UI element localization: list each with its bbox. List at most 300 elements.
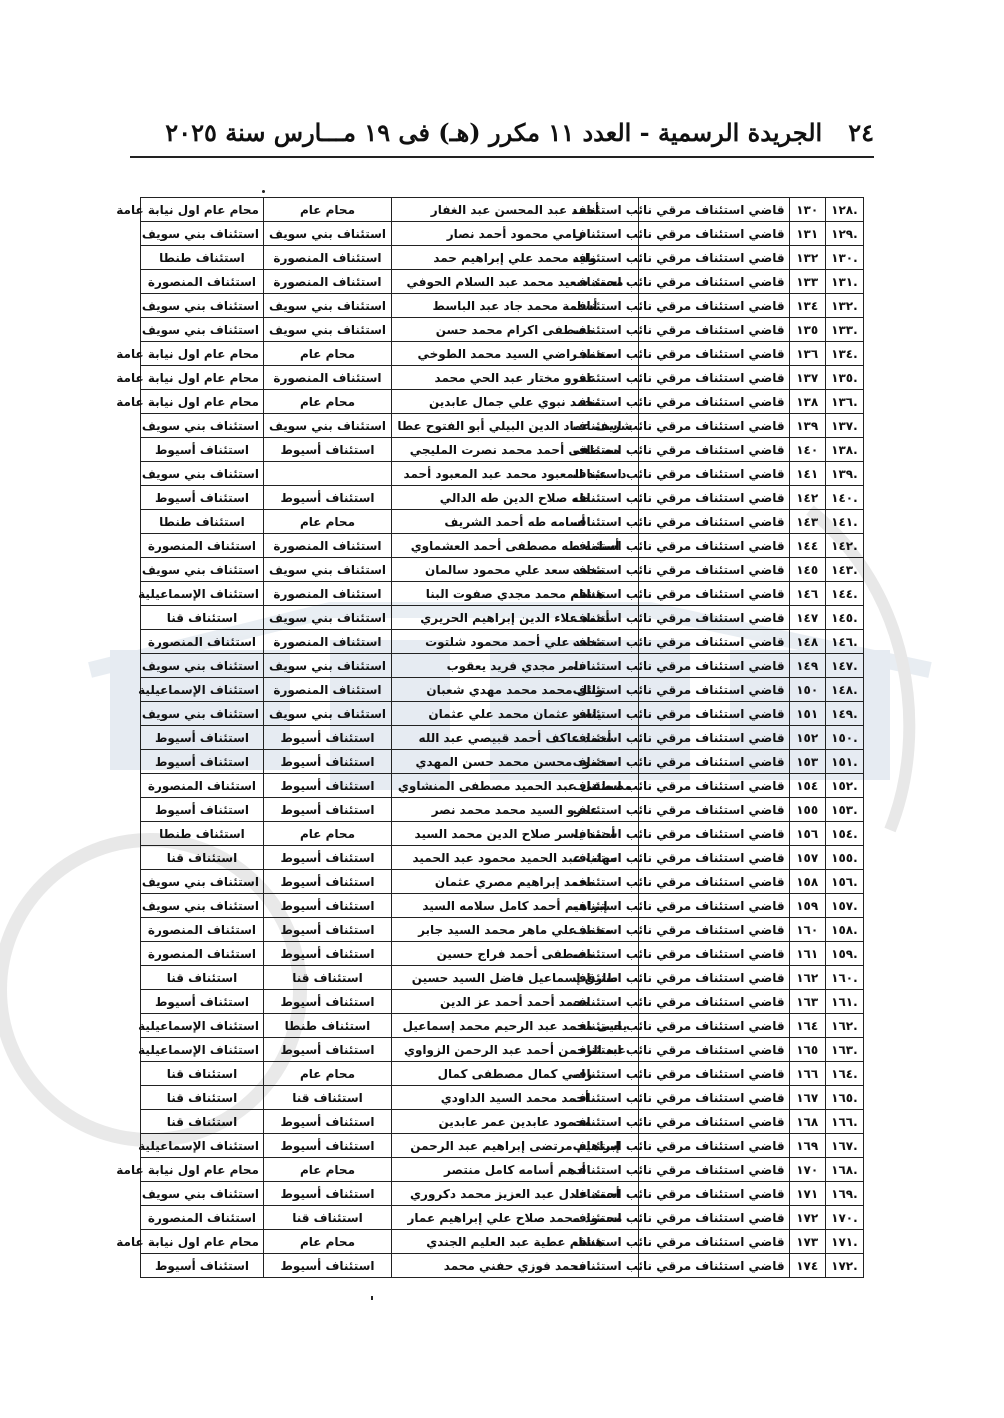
sequence-cell: ١٦٠ — [789, 918, 825, 942]
table-row — [141, 798, 864, 822]
new-post-cell: استئناف المنصورة — [141, 1206, 264, 1230]
name-cell: أسامة محمد جاد عبد الباسط — [392, 294, 639, 318]
table-row — [141, 366, 864, 390]
new-post-cell: استئناف بني سويف — [141, 414, 264, 438]
name-cell: أحمد محمد السيد الداودي — [392, 1086, 639, 1110]
name-cell: محمد علي أحمد محمود شلتوت — [392, 630, 639, 654]
current-post-cell: استئناف أسيوط — [263, 990, 391, 1014]
row-number-cell: .١٣٩ — [825, 462, 863, 486]
table-row — [141, 774, 864, 798]
sequence-cell: ١٥٧ — [789, 846, 825, 870]
name-cell: أحمد عبد المحسن عبد الغفار — [392, 198, 639, 222]
sequence-cell: ١٤٣ — [789, 510, 825, 534]
sequence-cell: ١٤١ — [789, 462, 825, 486]
job-title-cell: قاضي استئناف مرقي نائب استئناف — [638, 1110, 789, 1134]
new-post-cell: استئناف أسيوط — [141, 990, 264, 1014]
sequence-cell: ١٤٤ — [789, 534, 825, 558]
sequence-cell: ١٤٢ — [789, 486, 825, 510]
row-number-cell: .١٦٣ — [825, 1038, 863, 1062]
new-post-cell: استئناف بني سويف — [141, 318, 264, 342]
new-post-cell: استئناف الإسماعيلية — [141, 1014, 264, 1038]
sequence-cell: ١٥٤ — [789, 774, 825, 798]
new-post-cell: استئناف المنصورة — [141, 630, 264, 654]
sequence-cell: ١٤٨ — [789, 630, 825, 654]
sequence-cell: ١٣١ — [789, 222, 825, 246]
table-row — [141, 702, 864, 726]
table-row — [141, 654, 864, 678]
name-cell: مصطفى أحمد محمد نصرت المليجي — [392, 438, 639, 462]
current-post-cell: استئناف أسيوط — [263, 1038, 391, 1062]
table-row — [141, 678, 864, 702]
current-post-cell: محام عام — [263, 1230, 391, 1254]
row-number-cell: .١٦٢ — [825, 1014, 863, 1038]
table-row — [141, 438, 864, 462]
new-post-cell: استئناف قنا — [141, 1110, 264, 1134]
gazette-title: الجريدة الرسمية - العدد ١١ مكرر (هـ) فى ١٩ مـــارس سنة ٢٠٢٥ — [165, 117, 823, 147]
current-post-cell: محام عام — [263, 510, 391, 534]
row-number-cell: .١٣٣ — [825, 318, 863, 342]
new-post-cell: استئناف طنطا — [141, 822, 264, 846]
current-post-cell: استئناف بني سويف — [263, 414, 391, 438]
current-post-cell: استئناف المنصورة — [263, 678, 391, 702]
table-row — [141, 414, 864, 438]
name-cell: محمد سعيد محمد عبد السلام الحوفي — [392, 270, 639, 294]
job-title-cell: قاضي استئناف مرقي نائب استئناف — [638, 294, 789, 318]
job-title-cell: قاضي استئناف مرقي نائب استئناف — [638, 1086, 789, 1110]
row-number-cell: .١٣٥ — [825, 366, 863, 390]
new-post-cell: محام عام اول نيابة عامة — [141, 1230, 264, 1254]
table-row — [141, 486, 864, 510]
job-title-cell: قاضي استئناف مرقي نائب استئناف — [638, 750, 789, 774]
row-number-cell: .١٦٨ — [825, 1158, 863, 1182]
row-number-cell: .١٢٩ — [825, 222, 863, 246]
new-post-cell: استئناف أسيوط — [141, 1254, 264, 1278]
current-post-cell: استئناف بني سويف — [263, 654, 391, 678]
job-title-cell: قاضي استئناف مرقي نائب استئناف — [638, 270, 789, 294]
row-number-cell: .١٤٩ — [825, 702, 863, 726]
job-title-cell: قاضي استئناف مرقي نائب استئناف — [638, 318, 789, 342]
name-cell: عمرو السيد محمد محمد نصر — [392, 798, 639, 822]
name-cell: طه صلاح الدين طه الدالي — [392, 486, 639, 510]
row-number-cell: .١٣٦ — [825, 390, 863, 414]
sequence-cell: ١٦٩ — [789, 1134, 825, 1158]
current-post-cell: محام عام — [263, 822, 391, 846]
name-cell: يحيى محمد عبد الرحيم محمد إسماعيل — [392, 1014, 639, 1038]
sequence-cell: ١٥١ — [789, 702, 825, 726]
current-post-cell: استئناف أسيوط — [263, 1134, 391, 1158]
current-post-cell: محام عام — [263, 1062, 391, 1086]
job-title-cell: قاضي استئناف مرقي نائب استئناف — [638, 678, 789, 702]
table-row — [141, 1038, 864, 1062]
name-cell: مهاب عبد الحميد محمود عبد الحميد — [392, 846, 639, 870]
table-row — [141, 870, 864, 894]
job-title-cell: قاضي استئناف مرقي نائب استئناف — [638, 246, 789, 270]
sequence-cell: ١٤٦ — [789, 582, 825, 606]
name-cell: وائل محمد محمد مهدي شعبان — [392, 678, 639, 702]
sequence-cell: ١٦٨ — [789, 1110, 825, 1134]
current-post-cell: محام عام — [263, 390, 391, 414]
row-number-cell: .١٣٠ — [825, 246, 863, 270]
job-title-cell: قاضي استئناف مرقي نائب استئناف — [638, 582, 789, 606]
row-number-cell: .١٤٨ — [825, 678, 863, 702]
row-number-cell: .١٣٨ — [825, 438, 863, 462]
row-number-cell: .١٦٩ — [825, 1182, 863, 1206]
new-post-cell: استئناف أسيوط — [141, 798, 264, 822]
name-cell: وليد محمد علي إبراهيم حمد — [392, 246, 639, 270]
row-number-cell: .١٥٦ — [825, 870, 863, 894]
name-cell: مصطفى أحمد فراج حسين — [392, 942, 639, 966]
sequence-cell: ١٣٥ — [789, 318, 825, 342]
job-title-cell: قاضي استئناف مرقي نائب استئناف — [638, 870, 789, 894]
current-post-cell: استئناف أسيوط — [263, 1254, 391, 1278]
job-title-cell: قاضي استئناف مرقي نائب استئناف — [638, 366, 789, 390]
current-post-cell: استئناف المنصورة — [263, 366, 391, 390]
job-title-cell: قاضي استئناف مرقي نائب استئناف — [638, 486, 789, 510]
new-post-cell: استئناف أسيوط — [141, 750, 264, 774]
row-number-cell: .١٦٧ — [825, 1134, 863, 1158]
table-row — [141, 1182, 864, 1206]
table-row — [141, 462, 864, 486]
job-title-cell: قاضي استئناف مرقي نائب استئناف — [638, 606, 789, 630]
job-title-cell: قاضي استئناف مرقي نائب استئناف — [638, 1182, 789, 1206]
job-title-cell: قاضي استئناف مرقي نائب استئناف — [638, 198, 789, 222]
new-post-cell: استئناف أسيوط — [141, 726, 264, 750]
table-row — [141, 582, 864, 606]
row-number-cell: .١٦٤ — [825, 1062, 863, 1086]
sequence-cell: ١٤٧ — [789, 606, 825, 630]
sequence-cell: ١٥٠ — [789, 678, 825, 702]
table-row — [141, 1230, 864, 1254]
new-post-cell: استئناف المنصورة — [141, 918, 264, 942]
new-post-cell: استئناف قنا — [141, 1062, 264, 1086]
row-number-cell: .١٤٠ — [825, 486, 863, 510]
current-post-cell: استئناف قنا — [263, 1086, 391, 1110]
job-title-cell: قاضي استئناف مرقي نائب استئناف — [638, 1254, 789, 1278]
name-cell: أحمد عاكف أحمد قبيصي عبد الله — [392, 726, 639, 750]
name-cell: محمد فوزي حفني محمد — [392, 1254, 639, 1278]
sequence-cell: ١٦١ — [789, 942, 825, 966]
sequence-cell: ١٥٣ — [789, 750, 825, 774]
job-title-cell: قاضي استئناف مرقي نائب استئناف — [638, 1014, 789, 1038]
current-post-cell: استئناف أسيوط — [263, 918, 391, 942]
current-post-cell: استئناف أسيوط — [263, 894, 391, 918]
row-number-cell: .١٤٥ — [825, 606, 863, 630]
page-number: ٢٤ — [848, 117, 874, 147]
job-title-cell: قاضي استئناف مرقي نائب استئناف — [638, 990, 789, 1014]
job-title-cell: قاضي استئناف مرقي نائب استئناف — [638, 894, 789, 918]
row-number-cell: .١٥١ — [825, 750, 863, 774]
sequence-cell: ١٧٤ — [789, 1254, 825, 1278]
current-post-cell: استئناف بني سويف — [263, 294, 391, 318]
name-cell: مصطفى عبد الحميد مصطفى المنشاوي — [392, 774, 639, 798]
job-title-cell: قاضي استئناف مرقي نائب استئناف — [638, 654, 789, 678]
new-post-cell: محام عام اول نيابة عامة — [141, 198, 264, 222]
row-number-cell: .١٥٩ — [825, 942, 863, 966]
sequence-cell: ١٣٦ — [789, 342, 825, 366]
name-cell: شريف عماد الدين البيلي أبو الفتوح عطا — [392, 414, 639, 438]
sequence-cell: ١٧١ — [789, 1182, 825, 1206]
current-post-cell: استئناف أسيوط — [263, 486, 391, 510]
table-row — [141, 294, 864, 318]
sequence-cell: ١٦٦ — [789, 1062, 825, 1086]
sequence-cell: ١٣٧ — [789, 366, 825, 390]
name-cell: محمد أحمد أحمد عز الدين — [392, 990, 639, 1014]
appointments-table — [116, 197, 864, 1278]
current-post-cell: استئناف المنصورة — [263, 270, 391, 294]
current-post-cell: محام عام — [263, 1158, 391, 1182]
current-post-cell: استئناف بني سويف — [263, 558, 391, 582]
row-number-cell: .١٥٢ — [825, 774, 863, 798]
table-row — [141, 630, 864, 654]
name-cell: محمد راضي السيد محمد الطوخي — [392, 342, 639, 366]
row-number-cell: .١٤٢ — [825, 534, 863, 558]
sequence-cell: ١٣٩ — [789, 414, 825, 438]
row-number-cell: .١٥٣ — [825, 798, 863, 822]
new-post-cell: محام عام اول نيابة عامة — [141, 1158, 264, 1182]
name-cell: أسامه طه أحمد الشريف — [392, 510, 639, 534]
sequence-cell: ١٥٩ — [789, 894, 825, 918]
table-row — [141, 990, 864, 1014]
row-number-cell: .١٣٤ — [825, 342, 863, 366]
new-post-cell: استئناف أسيوط — [141, 486, 264, 510]
sequence-cell: ١٤٠ — [789, 438, 825, 462]
sequence-cell: ١٣٢ — [789, 246, 825, 270]
job-title-cell: قاضي استئناف مرقي نائب استئناف — [638, 822, 789, 846]
new-post-cell: محام عام اول نيابة عامة — [141, 366, 264, 390]
name-cell: محمد علي ماهر محمد السيد جابر — [392, 918, 639, 942]
new-post-cell: محام عام اول نيابة عامة — [141, 342, 264, 366]
current-post-cell: استئناف أسيوط — [263, 942, 391, 966]
job-title-cell: قاضي استئناف مرقي نائب استئناف — [638, 558, 789, 582]
current-post-cell: محام عام — [263, 198, 391, 222]
current-post-cell: استئناف أسيوط — [263, 798, 391, 822]
appointments-table-body — [116, 198, 864, 1278]
name-cell: إبراهيم مرتضى إبراهيم عبد الرحمن — [392, 1134, 639, 1158]
sequence-cell: ١٥٦ — [789, 822, 825, 846]
current-post-cell: استئناف طنطا — [263, 1014, 391, 1038]
job-title-cell: قاضي استئناف مرقي نائب استئناف — [638, 414, 789, 438]
name-cell: محمود محمد صلاح علي إبراهيم عمار — [392, 1206, 639, 1230]
table-row — [141, 822, 864, 846]
name-cell: طارق إسماعيل فاضل السيد حسين — [392, 966, 639, 990]
new-post-cell: استئناف بني سويف — [141, 702, 264, 726]
job-title-cell: قاضي استئناف مرقي نائب استئناف — [638, 918, 789, 942]
table-row — [141, 246, 864, 270]
job-title-cell: قاضي استئناف مرقي نائب استئناف — [638, 1158, 789, 1182]
sequence-cell: ١٦٤ — [789, 1014, 825, 1038]
name-cell: محمد سعد علي محمود سالمان — [392, 558, 639, 582]
table-row — [141, 534, 864, 558]
name-cell: ياسر عثمان محمد علي عثمان — [392, 702, 639, 726]
current-post-cell: استئناف بني سويف — [263, 318, 391, 342]
table-row — [141, 342, 864, 366]
table-row — [141, 510, 864, 534]
table-row — [141, 270, 864, 294]
row-number-cell: .١٤٧ — [825, 654, 863, 678]
sequence-cell: ١٦٣ — [789, 990, 825, 1014]
name-cell: عمرو مختار عبد الحي محمد — [392, 366, 639, 390]
table-row — [141, 1110, 864, 1134]
row-number-cell: .١٦١ — [825, 990, 863, 1014]
job-title-cell: قاضي استئناف مرقي نائب استئناف — [638, 942, 789, 966]
row-number-cell: .١٤٤ — [825, 582, 863, 606]
table-row — [141, 942, 864, 966]
table-row — [141, 1206, 864, 1230]
name-cell: أسامه طه مصطفى أحمد العشماوي — [392, 534, 639, 558]
name-cell: أدهم أسامه كامل منتصر — [392, 1158, 639, 1182]
current-post-cell: استئناف أسيوط — [263, 846, 391, 870]
sequence-cell: ١٦٥ — [789, 1038, 825, 1062]
current-post-cell: استئناف أسيوط — [263, 1182, 391, 1206]
current-post-cell: استئناف قنا — [263, 1206, 391, 1230]
row-number-cell: .١٧١ — [825, 1230, 863, 1254]
sequence-cell: ١٣٠ — [789, 198, 825, 222]
table-row — [141, 558, 864, 582]
new-post-cell: استئناف بني سويف — [141, 222, 264, 246]
job-title-cell: قاضي استئناف مرقي نائب استئناف — [638, 846, 789, 870]
table-row — [141, 1014, 864, 1038]
new-post-cell: استئناف المنصورة — [141, 534, 264, 558]
job-title-cell: قاضي استئناف مرقي نائب استئناف — [638, 702, 789, 726]
table-row — [141, 1254, 864, 1278]
sequence-cell: ١٤٩ — [789, 654, 825, 678]
current-post-cell: استئناف المنصورة — [263, 582, 391, 606]
table-row — [141, 1158, 864, 1182]
table-row — [141, 390, 864, 414]
current-post-cell: استئناف أسيوط — [263, 726, 391, 750]
new-post-cell: استئناف بني سويف — [141, 558, 264, 582]
table-row — [141, 318, 864, 342]
name-cell: تامر مجدي فريد يعقوب — [392, 654, 639, 678]
table-row — [141, 966, 864, 990]
name-cell: محمد نبوي علي جمال عابدين — [392, 390, 639, 414]
sequence-cell: ١٥٨ — [789, 870, 825, 894]
table-row — [141, 918, 864, 942]
table-row — [141, 726, 864, 750]
sequence-cell: ١٧٣ — [789, 1230, 825, 1254]
job-title-cell: قاضي استئناف مرقي نائب استئناف — [638, 222, 789, 246]
page-header — [130, 112, 874, 152]
new-post-cell: استئناف بني سويف — [141, 654, 264, 678]
new-post-cell: استئناف قنا — [141, 1086, 264, 1110]
new-post-cell: استئناف الإسماعيلية — [141, 1134, 264, 1158]
sequence-cell: ١٦٧ — [789, 1086, 825, 1110]
job-title-cell: قاضي استئناف مرقي نائب استئناف — [638, 1038, 789, 1062]
ink-dot — [262, 190, 265, 193]
row-number-cell: .١٦٦ — [825, 1110, 863, 1134]
job-title-cell: قاضي استئناف مرقي نائب استئناف — [638, 510, 789, 534]
row-number-cell: .١٤٦ — [825, 630, 863, 654]
job-title-cell: قاضي استئناف مرقي نائب استئناف — [638, 1062, 789, 1086]
current-post-cell: استئناف أسيوط — [263, 1110, 391, 1134]
new-post-cell: استئناف الإسماعيلية — [141, 582, 264, 606]
header-rule — [130, 156, 874, 158]
row-number-cell: .١٥٠ — [825, 726, 863, 750]
row-number-cell: .١٥٤ — [825, 822, 863, 846]
sequence-cell: ١٦٢ — [789, 966, 825, 990]
new-post-cell: استئناف قنا — [141, 846, 264, 870]
current-post-cell: استئناف أسيوط — [263, 774, 391, 798]
job-title-cell: قاضي استئناف مرقي نائب استئناف — [638, 726, 789, 750]
new-post-cell: استئناف بني سويف — [141, 1182, 264, 1206]
job-title-cell: قاضي استئناف مرقي نائب استئناف — [638, 1206, 789, 1230]
row-number-cell: .١٤٣ — [825, 558, 863, 582]
job-title-cell: قاضي استئناف مرقي نائب استئناف — [638, 1134, 789, 1158]
current-post-cell: استئناف أسيوط — [263, 750, 391, 774]
sequence-cell: ١٧٢ — [789, 1206, 825, 1230]
row-number-cell: .١٣١ — [825, 270, 863, 294]
job-title-cell: قاضي استئناف مرقي نائب استئناف — [638, 1230, 789, 1254]
current-post-cell: استئناف أسيوط — [263, 438, 391, 462]
name-cell: هشام محمد مجدي صفوت البنا — [392, 582, 639, 606]
name-cell: محمود محسن محمد حسن المهدي — [392, 750, 639, 774]
row-number-cell: .١٧٢ — [825, 1254, 863, 1278]
current-post-cell: استئناف المنصورة — [263, 534, 391, 558]
new-post-cell: محام عام اول نيابة عامة — [141, 390, 264, 414]
sequence-cell: ١٣٣ — [789, 270, 825, 294]
name-cell: إبراهيم أحمد كامل سلامه السيد — [392, 894, 639, 918]
name-cell: محمود عابدين عمر عابدين — [392, 1110, 639, 1134]
job-title-cell: قاضي استئناف مرقي نائب استئناف — [638, 390, 789, 414]
job-title-cell: قاضي استئناف مرقي نائب استئناف — [638, 438, 789, 462]
sequence-cell: ١٥٥ — [789, 798, 825, 822]
new-post-cell: استئناف الإسماعيلية — [141, 678, 264, 702]
current-post-cell: استئناف المنصورة — [263, 246, 391, 270]
new-post-cell: استئناف بني سويف — [141, 294, 264, 318]
new-post-cell: استئناف طنطا — [141, 510, 264, 534]
row-number-cell: .١٤١ — [825, 510, 863, 534]
table-row — [141, 1062, 864, 1086]
name-cell: محمد إبراهيم مصري عثمان — [392, 870, 639, 894]
name-cell: أحمد علاء الدين إبراهيم الحريري — [392, 606, 639, 630]
current-post-cell: استئناف أسيوط — [263, 870, 391, 894]
row-number-cell: .١٦٠ — [825, 966, 863, 990]
name-cell: عبد الرحمن أحمد عبد الرحمن الزواوي — [392, 1038, 639, 1062]
current-post-cell: استئناف بني سويف — [263, 606, 391, 630]
row-number-cell: .١٥٨ — [825, 918, 863, 942]
new-post-cell: استئناف بني سويف — [141, 870, 264, 894]
job-title-cell: قاضي استئناف مرقي نائب استئناف — [638, 966, 789, 990]
table-row — [141, 1134, 864, 1158]
name-cell: أحمد ياسر صلاح الدين محمد السيد — [392, 822, 639, 846]
current-post-cell: استئناف بني سويف — [263, 702, 391, 726]
table-row — [141, 606, 864, 630]
new-post-cell: استئناف أسيوط — [141, 438, 264, 462]
name-cell: مصطفى اكرام محمد حسن — [392, 318, 639, 342]
sequence-cell: ١٤٥ — [789, 558, 825, 582]
current-post-cell: استئناف قنا — [263, 966, 391, 990]
table-row — [141, 198, 864, 222]
row-number-cell: .١٣٧ — [825, 414, 863, 438]
name-cell: أحمد عادل عبد العزيز محمد دكروري — [392, 1182, 639, 1206]
name-cell: رامي كمال مصطفى كمال — [392, 1062, 639, 1086]
table-row — [141, 222, 864, 246]
row-number-cell: .١٥٧ — [825, 894, 863, 918]
name-cell: د . عبد المعبود محمد عبد المعبود أحمد — [392, 462, 639, 486]
current-post-cell — [263, 462, 391, 486]
new-post-cell: استئناف طنطا — [141, 246, 264, 270]
job-title-cell: قاضي استئناف مرقي نائب استئناف — [638, 798, 789, 822]
job-title-cell: قاضي استئناف مرقي نائب استئناف — [638, 342, 789, 366]
current-post-cell: استئناف بني سويف — [263, 222, 391, 246]
new-post-cell: استئناف بني سويف — [141, 462, 264, 486]
row-number-cell: .١٣٢ — [825, 294, 863, 318]
new-post-cell: استئناف قنا — [141, 966, 264, 990]
new-post-cell: استئناف بني سويف — [141, 894, 264, 918]
current-post-cell: استئناف المنصورة — [263, 630, 391, 654]
name-cell: هشام عطية عبد العليم الجندي — [392, 1230, 639, 1254]
current-post-cell: محام عام — [263, 342, 391, 366]
